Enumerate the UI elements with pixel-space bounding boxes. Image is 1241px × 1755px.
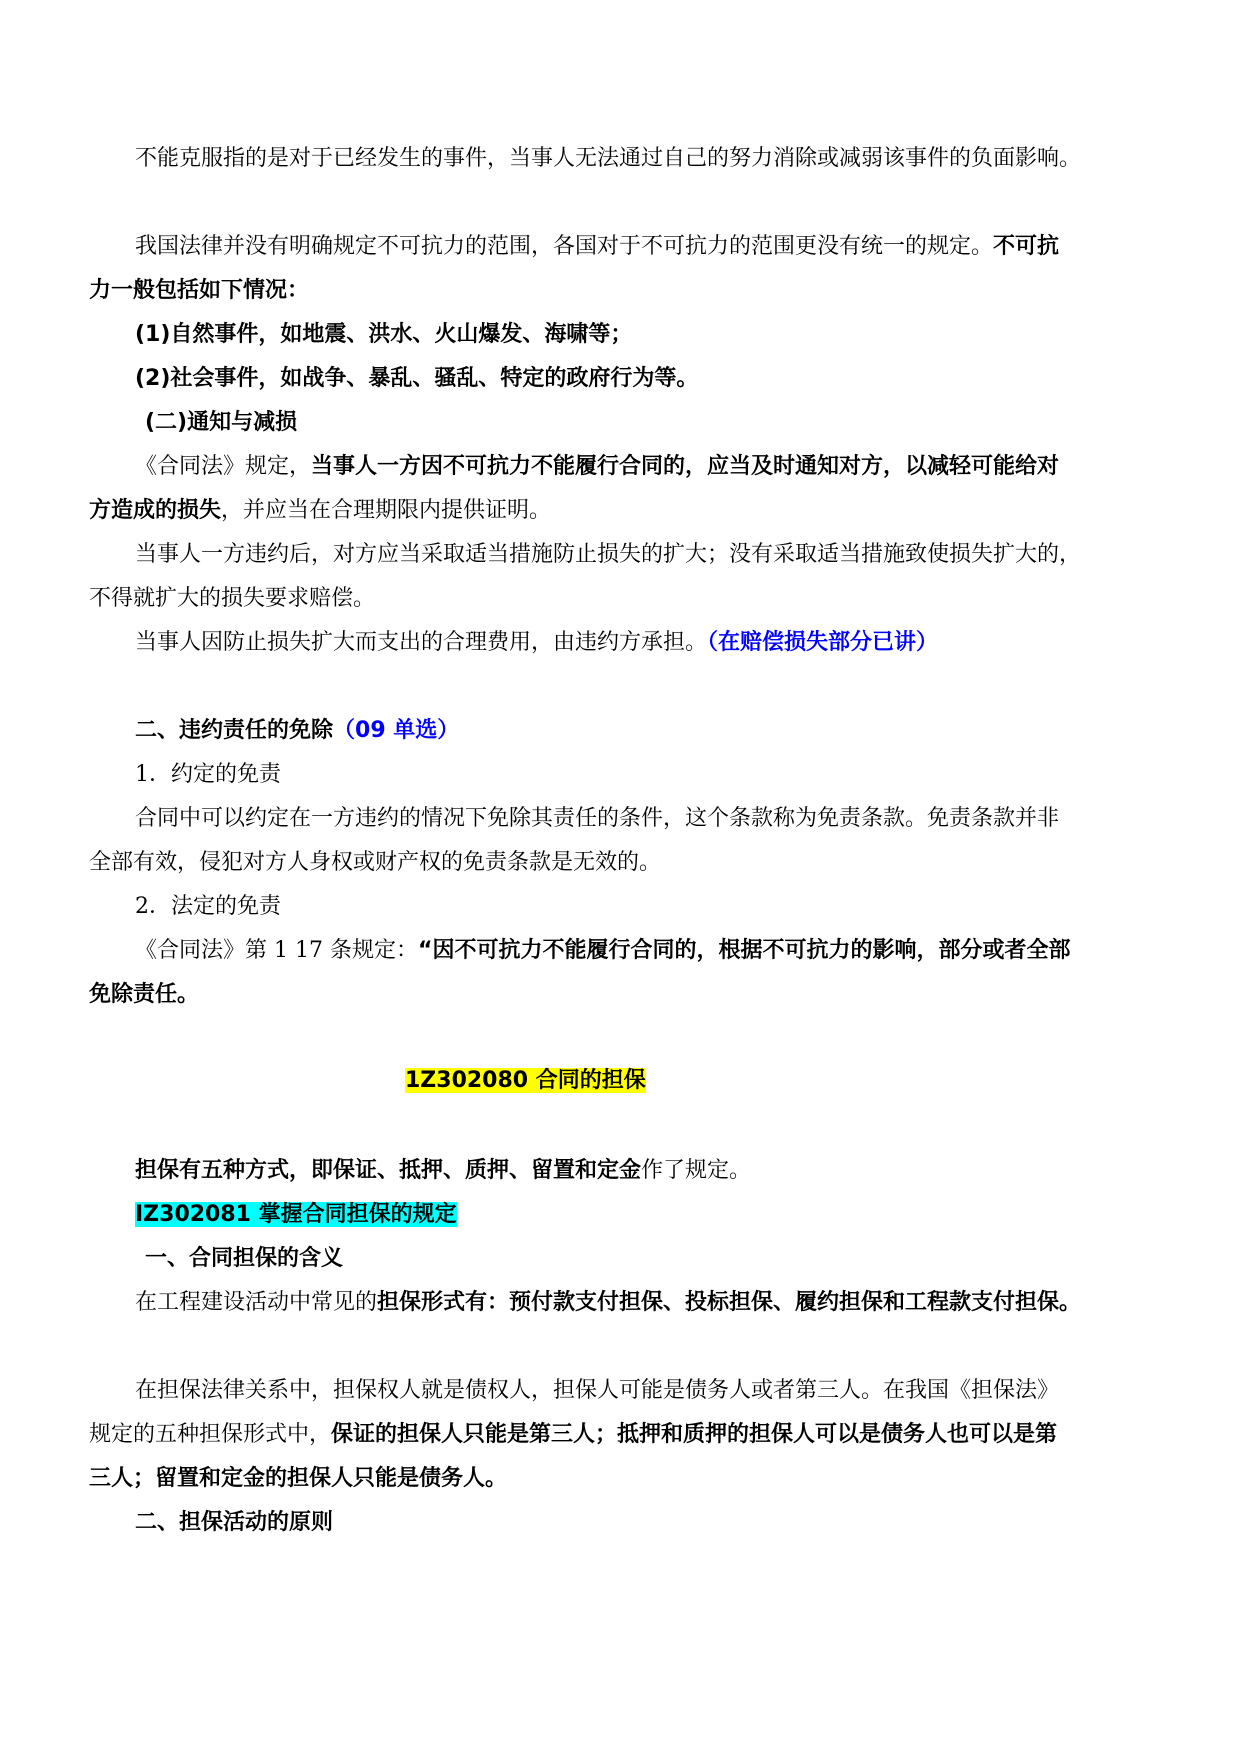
paragraph-guarantee-forms xyxy=(0,1288,1241,1318)
paragraph-mitigation-line2 xyxy=(0,584,1241,614)
heading-notify-mitigate xyxy=(0,408,1241,438)
section-title xyxy=(0,1066,1241,1096)
text: 作了规定。 xyxy=(641,1158,752,1183)
list-item-social-events xyxy=(0,364,1241,394)
text: 不得就扩大的损失要求赔偿。 xyxy=(89,586,376,611)
heading-text: 二、担保活动的原则 xyxy=(135,1510,334,1535)
text: 规定的五种担保形式中， xyxy=(89,1422,332,1447)
paragraph-guarantee-parties-line3 xyxy=(0,1464,1241,1494)
subheading-statutory-exemption xyxy=(0,892,1241,922)
paragraph-guarantee-parties-line2 xyxy=(0,1420,1241,1450)
paragraph-costs xyxy=(0,628,1241,658)
bold-text: 免除责任。 xyxy=(89,982,200,1007)
heading-text: 二、违约责任的免除 xyxy=(135,718,334,743)
text: 1．约定的免责 xyxy=(135,762,281,787)
paragraph-mitigation-line1 xyxy=(0,540,1241,570)
text: 在担保法律关系中，担保权人就是债权人，担保人可能是债务人或者第三人。在我国《担保法》 xyxy=(135,1378,1060,1403)
heading-meaning xyxy=(0,1244,1241,1274)
list-item-natural-events xyxy=(0,320,1241,350)
bold-text: (1)自然事件，如地震、洪水、火山爆发、海啸等； xyxy=(135,322,633,347)
text: 我国法律并没有明确规定不可抗力的范围，各国对于不可抗力的范围更没有统一的规定。 xyxy=(135,234,994,259)
heading-text: (二)通知与减损 xyxy=(145,410,298,435)
text: 不能克服指的是对于已经发生的事件，当事人无法通过自己的努力消除或减弱该事件的负面影响。 xyxy=(135,146,1082,171)
bold-text: 三人；留置和定金的担保人只能是债务人。 xyxy=(89,1466,508,1491)
heading-exemption xyxy=(0,716,1241,746)
text: 当事人一方违约后，对方应当采取适当措施防止损失的扩大；没有采取适当措施致使损失扩大的， xyxy=(135,542,1082,567)
paragraph-exemption-clause-line2 xyxy=(0,848,1241,878)
paragraph-article117-line2 xyxy=(0,980,1241,1010)
subheading-agreed-exemption xyxy=(0,760,1241,790)
paragraph-exemption-clause-line1 xyxy=(0,804,1241,834)
paragraph-insurmountable xyxy=(0,144,1241,174)
bold-text: 当事人一方因不可抗力不能履行合同的，应当及时通知对方，以减轻可能给对 xyxy=(311,454,1060,479)
blue-note: （在赔偿损失部分已讲） xyxy=(707,630,939,655)
paragraph-scope-line1 xyxy=(0,232,1241,262)
bold-text: 方造成的损失 xyxy=(89,498,222,523)
bold-text: 保证的担保人只能是第三人；抵押和质押的担保人可以是债务人也可以是第 xyxy=(331,1422,1058,1447)
text: 合同中可以约定在一方违约的情况下免除其责任的条件，这个条款称为免责条款。免责条款并非 xyxy=(135,806,1060,831)
text: 《合同法》第 1 17 条规定： xyxy=(135,938,418,963)
subsection-title-text: IZ302081 掌握合同担保的规定 xyxy=(135,1202,457,1227)
bold-text: 担保有五种方式，即保证、抵押、质押、留置和定金 xyxy=(135,1158,642,1183)
bold-text: 不可抗 xyxy=(993,234,1060,259)
heading-principles xyxy=(0,1508,1241,1538)
heading-text: 一、合同担保的含义 xyxy=(145,1246,344,1271)
text: 2．法定的免责 xyxy=(135,894,281,919)
text: 《合同法》规定， xyxy=(135,454,312,479)
text: 当事人因防止损失扩大而支出的合理费用，由违约方承担。 xyxy=(135,630,708,655)
paragraph-article117-line1 xyxy=(0,936,1241,966)
subsection-title xyxy=(0,1200,1241,1230)
paragraph-contract-law-line1 xyxy=(0,452,1241,482)
text: ，并应当在合理期限内提供证明。 xyxy=(221,498,552,523)
bold-text: 力一般包括如下情况： xyxy=(89,278,310,303)
paragraph-scope-line2 xyxy=(0,276,1241,306)
paragraph-guarantee-parties-line1 xyxy=(0,1376,1241,1406)
blue-note: （09 单选） xyxy=(333,718,460,743)
bold-text: (2)社会事件，如战争、暴乱、骚乱、特定的政府行为等。 xyxy=(135,366,699,391)
section-title-text: 1Z302080 合同的担保 xyxy=(405,1068,646,1093)
text: 在工程建设活动中常见的 xyxy=(135,1290,378,1315)
text: 全部有效，侵犯对方人身权或财产权的免责条款是无效的。 xyxy=(89,850,662,875)
paragraph-five-methods xyxy=(0,1156,1241,1186)
bold-text: “因不可抗力不能履行合同的，根据不可抗力的影响，部分或者全部 xyxy=(417,938,1071,963)
bold-text: 担保形式有：预付款支付担保、投标担保、履约担保和工程款支付担保。 xyxy=(377,1290,1082,1315)
paragraph-contract-law-line2 xyxy=(0,496,1241,526)
